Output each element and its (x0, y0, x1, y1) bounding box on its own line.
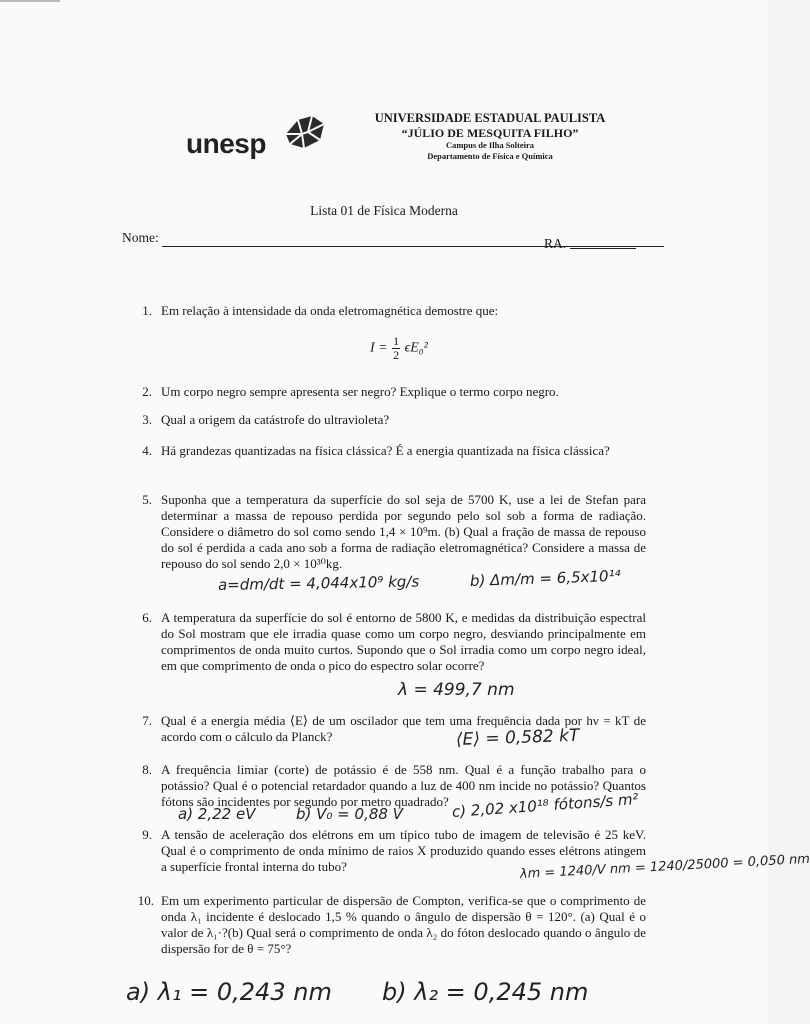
question-1: 1. Em relação à intensidade da onda eletromagnética demostre que: (142, 303, 499, 318)
answer-6: λ = 499,7 nm (398, 680, 515, 700)
name-field[interactable] (162, 246, 664, 247)
question-4: 4. Há grandezas quantizadas na física clássica? É a energia quantizada na física clássica? (142, 443, 610, 458)
unesp-logo (186, 114, 336, 164)
intensity-formula: I = $\frac{1}{2}$ ϵE₀² (370, 334, 428, 362)
question-7: 7. Qual é a energia média ⟨E⟩ de um oscilador que tem uma frequência dada por hν = kT de acordo com o cálculo da Planck? (142, 713, 646, 744)
answer-8c: c) 2,02 x10¹⁸ fótons/s m² (451, 789, 640, 821)
answer-10a: a) λ₁ = 0,243 nm (126, 978, 332, 1006)
campus-name: Campus de Ilha Solteira (445, 140, 535, 151)
university-honoree: “JÚLIO DE MESQUITA FILHO” (401, 126, 579, 140)
ra-field[interactable] (570, 248, 636, 249)
globe-logo-icon (282, 114, 326, 150)
answer-5a: a=dm/dt = 4,044x10⁹ kg/s (217, 572, 420, 594)
scan-edge-mark (0, 0, 60, 2)
question-3: 3. Qual a origem da catástrofe do ultravioleta? (142, 412, 390, 427)
question-5: 5. Suponha que a temperatura da superfície do sol seja de 5700 K, use a lei de Stefan para determinar a massa de repouso perdida por segundo pelo sol sob a forma de radiação. Considere o diâmetro do sol como sendo 1,4 × 10⁹m. (b) Qual a fração de massa de repouso do sol é perdida a cada ano sob a forma de radiação eletromagnética? Considere a massa de repouso do sol sendo 2,0 × 10³⁰kg. (142, 492, 646, 571)
question-9: 9. A tensão de aceleração dos elétrons em um típico tubo de imagem de televisão é 25 keV. Qual é o comprimento de onda mínimo de raios X produzido quando esses elétrons atingem a superfície frontal interna do tubo? (142, 827, 646, 874)
question-2: 2. Um corpo negro sempre apresenta ser negro? Explique o termo corpo negro. (142, 384, 559, 399)
answer-8a: a) 2,22 eV (178, 805, 256, 823)
answer-10b: b) λ₂ = 0,245 nm (382, 978, 589, 1006)
formula-fraction: $\frac{1}{2}$ (393, 334, 400, 362)
student-info-row (122, 230, 642, 250)
question-6: 6. A temperatura da superfície do sol é entorno de 5800 K, e medidas da distribuição espectral do Sol mostram que ele irradia quase como um corpo negro, desviando principalmente em comprimentos de onda muito curtos. Supondo que o Sol irradia como um corpo negro ideal, em que comprimento de onda o pico do espectro solar ocorre? (142, 610, 646, 673)
logo-text: unesp (186, 128, 266, 159)
answer-9: λm = 1240/V nm = 1240/25000 = 0,050 nm (519, 851, 810, 882)
department-name: Departamento de Física e Química (427, 150, 553, 161)
question-10: 10. Em um experimento particular de dispersão de Compton, verifica-se que o comprimento de onda λ₁ incidente é deslocado 1,5 % quando o ângulo de dispersão θ = 120°. (a) Qual é o valor de λ₁·?(b) Qual será o comprimento de onda λ₂ do fóton deslocado quando o ângulo de dispersão for de θ = 75°? (137, 893, 646, 956)
institution-header (360, 111, 620, 161)
answer-7: ⟨E⟩ = 0,582 kT (455, 725, 580, 750)
ra-label: RA. (544, 236, 567, 251)
page-title: Lista 01 de Física Moderna (310, 203, 458, 218)
name-label: Nome: (122, 230, 159, 245)
answer-8b: b) V₀ = 0,88 V (296, 805, 403, 823)
university-name: UNIVERSIDADE ESTADUAL PAULISTA (374, 111, 606, 125)
answer-5b: b) Δm/m = 6,5x10¹⁴ (469, 566, 621, 590)
question-8: 8. A frequência limiar (corte) de potássio é de 558 nm. Qual é a função trabalho para o potássio? Qual é o potencial retardador quando a luz de 400 nm incide no potássio? Quantos fótons são incidentes por segundo por metro quadrado? (142, 762, 646, 809)
